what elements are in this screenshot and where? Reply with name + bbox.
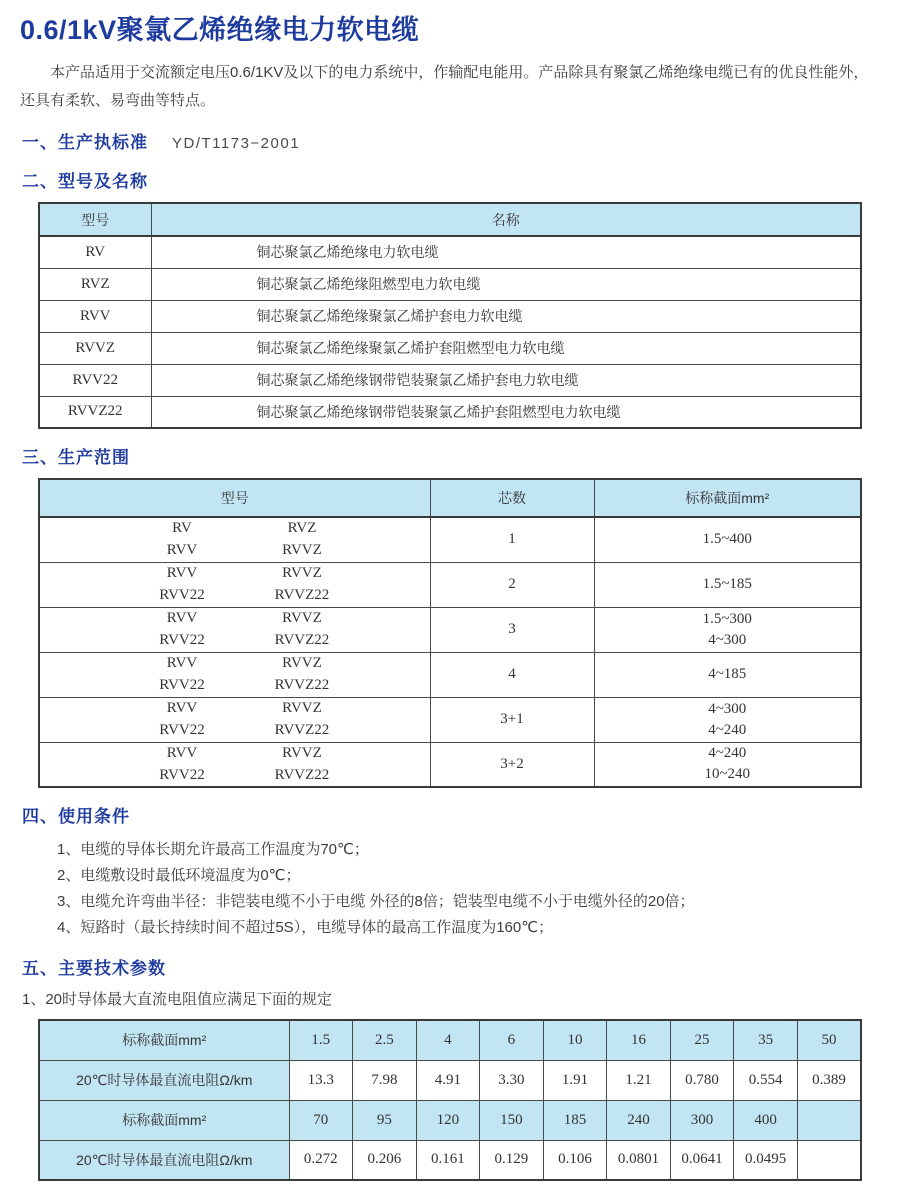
section-range-cell: 4~185 [594, 652, 861, 697]
table-row [39, 742, 861, 787]
model-label: RVVZ [282, 542, 322, 559]
cores-cell: 3+1 [430, 697, 594, 742]
name-cell: 铜芯聚氯乙烯绝缘聚氯乙烯护套阻燃型电力软电缆 [151, 332, 861, 364]
name-cell: 铜芯聚氯乙烯绝缘电力软电缆 [151, 236, 861, 268]
cores-cell: 4 [430, 652, 594, 697]
model-cell: RVVZ [39, 332, 151, 364]
model-column-header: 型号 [39, 479, 430, 517]
cores-cell: 1 [430, 517, 594, 562]
models-cell [39, 562, 430, 607]
section-1-heading: 一、生产执标准 [22, 133, 148, 152]
models-cell [39, 607, 430, 652]
name-cell: 铜芯聚氯乙烯绝缘阻燃型电力软电缆 [151, 268, 861, 300]
table-row: 标称截面mm² 70 95 120 150 185 240 300 400 [39, 1100, 861, 1140]
model-cell: RVV [39, 300, 151, 332]
model-cell: RVZ [39, 268, 151, 300]
usage-condition-item: 1、电缆的导体长期允许最高工作温度为70℃； [57, 841, 369, 858]
table-row [39, 652, 861, 697]
table-header-row [39, 203, 861, 236]
model-label: RVVZ22 [274, 766, 330, 783]
model-cell: RV [39, 236, 151, 268]
model-label: RVV22 [159, 632, 205, 648]
row-label-cell: 20℃时导体最直流电阻Ω/km [39, 1140, 289, 1180]
table-row [39, 268, 861, 300]
model-label: RVV [166, 542, 198, 559]
model-label: RVVZ [282, 610, 322, 626]
table-row: 20℃时导体最直流电阻Ω/km 0.272 0.206 0.161 0.129 0.106 0.0801 0.0641 0.0495 [39, 1140, 861, 1180]
table-row [39, 332, 861, 364]
table-row [39, 396, 861, 428]
model-label: RV [172, 520, 192, 537]
section-range-cell: 1.5~300 4~300 [594, 607, 861, 652]
cores-cell: 3+2 [430, 742, 594, 787]
section-range-cell: 4~300 4~240 [594, 697, 861, 742]
name-column-header: 名称 [151, 203, 861, 236]
intro-paragraph: 本产品适用于交流额定电压0.6/1KV及以下的电力系统中，作输配电能用。产品除具有聚氯乙烯绝缘电缆已有的优良性能外，还具有柔软、易弯曲等特点。 [20, 64, 869, 109]
table-row [39, 517, 861, 562]
model-label: RVV [166, 610, 198, 626]
usage-conditions-list [57, 837, 882, 940]
models-cell [39, 652, 430, 697]
models-cell [39, 742, 430, 787]
model-label: RVV [166, 655, 198, 671]
table-row [39, 607, 861, 652]
model-label: RVV [166, 744, 198, 761]
model-label: RVVZ22 [274, 587, 330, 603]
section-range-cell: 1.5~185 [594, 562, 861, 607]
table-row [39, 697, 861, 742]
row-label-cell: 20℃时导体最直流电阻Ω/km [39, 1060, 289, 1100]
table-row: 标称截面mm² 1.5 2.5 4 6 10 16 25 35 50 [39, 1020, 861, 1060]
table-header-row [39, 479, 861, 517]
table-row [39, 562, 861, 607]
table-row: 20℃时导体最直流电阻Ω/km 13.3 7.98 4.91 3.30 1.91 1.21 0.780 0.554 0.389 [39, 1060, 861, 1100]
row-label-cell: 标称截面mm² [39, 1020, 289, 1060]
model-label: RVV [166, 565, 198, 581]
cores-cell: 2 [430, 562, 594, 607]
section-range-cell: 4~240 10~240 [594, 742, 861, 787]
model-label: RVV22 [159, 587, 205, 603]
usage-condition-item: 4、短路时（最长持续时间不超过5S），电缆导体的最高工作温度为160℃； [57, 919, 554, 936]
section-3-heading: 三、生产范围 [22, 448, 130, 467]
model-label: RVZ [287, 520, 317, 537]
standard-code: YD/T1173−2001 [172, 135, 301, 152]
name-cell: 铜芯聚氯乙烯绝缘聚氯乙烯护套电力软电缆 [151, 300, 861, 332]
dc-resistance-table [38, 1019, 862, 1181]
model-name-table [38, 202, 862, 429]
model-label: RVVZ22 [274, 722, 330, 738]
resistance-note: 1、20时导体最大直流电阻值应满足下面的规定 [22, 991, 333, 1008]
models-cell [39, 517, 430, 562]
model-label: RVVZ22 [274, 677, 330, 693]
model-cell: RVV22 [39, 364, 151, 396]
model-column-header: 型号 [39, 203, 151, 236]
table-row [39, 364, 861, 396]
section-range-cell: 1.5~400 [594, 517, 861, 562]
usage-condition-item: 3、电缆允许弯曲半径：非铠装电缆不小于电缆 外径的8倍；铠装型电缆不小于电缆外径的20倍； [57, 893, 695, 910]
production-range-table [38, 478, 862, 788]
model-label: RVVZ [282, 700, 322, 716]
model-label: RVVZ22 [274, 632, 330, 648]
row-label-cell: 标称截面mm² [39, 1100, 289, 1140]
model-cell: RVVZ22 [39, 396, 151, 428]
section-4-heading: 四、使用条件 [22, 807, 130, 826]
section-2-heading: 二、型号及名称 [22, 172, 148, 191]
model-label: RVVZ [282, 655, 322, 671]
model-label: RVV22 [159, 722, 205, 738]
model-label: RVV22 [159, 677, 205, 693]
model-label: RVV [166, 700, 198, 716]
models-cell [39, 697, 430, 742]
model-label: RVVZ [282, 744, 322, 761]
model-label: RVVZ [282, 565, 322, 581]
page-title: 0.6/1kV聚氯乙烯绝缘电力软电缆 [20, 15, 420, 45]
cores-cell: 3 [430, 607, 594, 652]
model-label: RVV22 [159, 766, 205, 783]
section-column-header: 标称截面mm² [594, 479, 861, 517]
table-row [39, 300, 861, 332]
table-row [39, 236, 861, 268]
name-cell: 铜芯聚氯乙烯绝缘钢带铠装聚氯乙烯护套阻燃型电力软电缆 [151, 396, 861, 428]
usage-condition-item: 2、电缆敷设时最低环境温度为0℃； [57, 867, 301, 884]
cores-column-header: 芯数 [430, 479, 594, 517]
name-cell: 铜芯聚氯乙烯绝缘钢带铠装聚氯乙烯护套电力软电缆 [151, 364, 861, 396]
section-production-standard [22, 128, 882, 153]
section-5-heading: 五、主要技术参数 [22, 959, 166, 978]
